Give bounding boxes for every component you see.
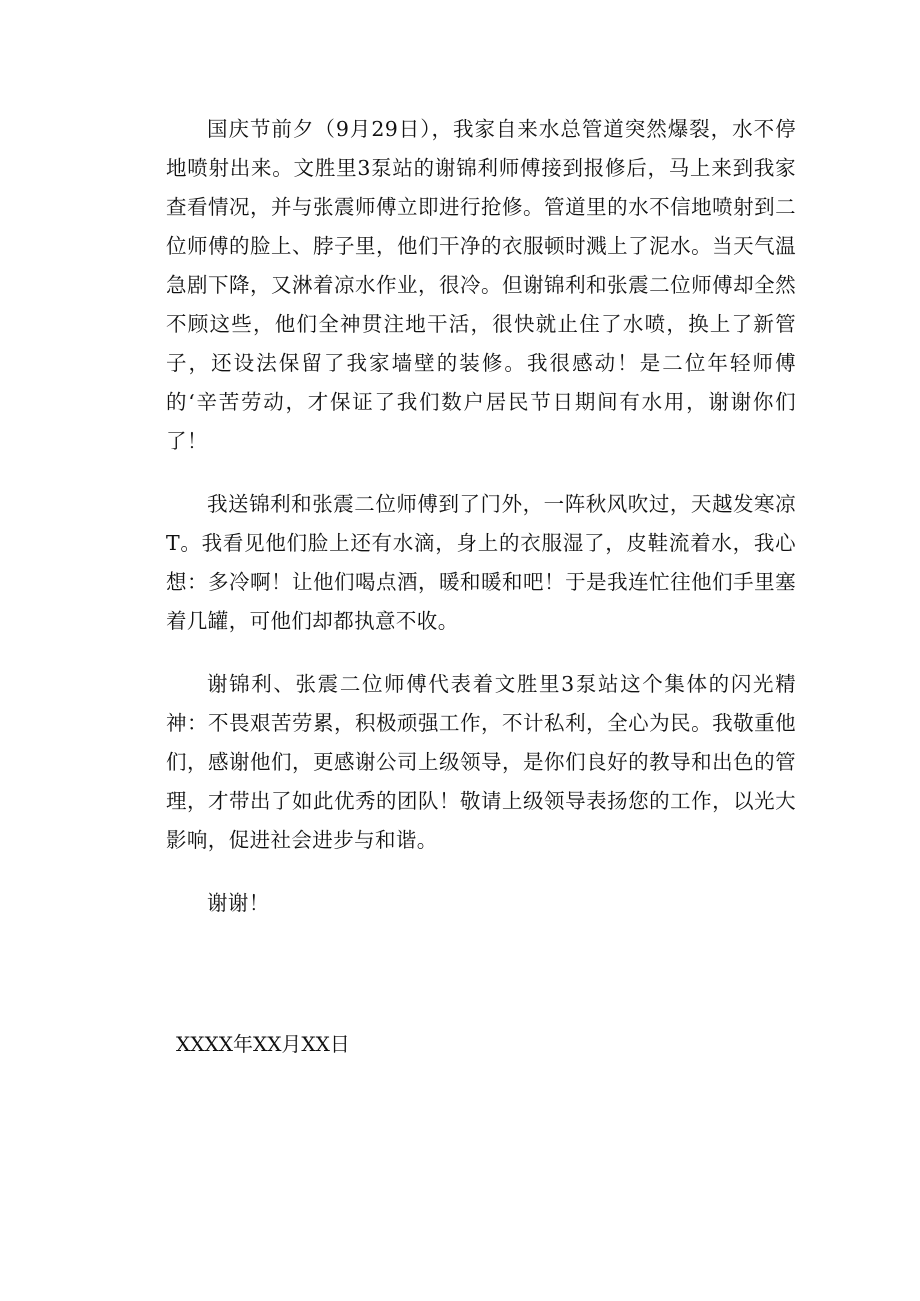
letter-date: XXXX年XX月XX日 [176,1032,350,1056]
closing-thanks: 谢谢！ [207,891,270,915]
letter-body [166,110,796,923]
paragraph-2: 我送锦利和张震二位师傅到了门外，一阵秋风吹过，天越发寒凉T。我看见他们脸上还有水滴，身上的衣服湿了，皮鞋流着水，我心想：多冷啊！让他们喝点酒，暖和暖和吧！于是我连忙往他们手里塞着几罐，可他们却都执意不收。 [166,492,796,633]
paragraph-1: 国庆节前夕（9月29日），我家自来水总管道突然爆裂，水不停地喷射出来。文胜里3泵站的谢锦利师傅接到报修后，马上来到我家查看情况，并与张震师傅立即进行抢修。管道里的水不信地喷射到二位师傅的脸上、脖子里，他们干净的衣服顿时溅上了泥水。当天气温急剧下降，又淋着凉水作业，很冷。但谢锦利和张震二位师傅却全然不顾这些，他们全神贯注地干活，很快就止住了水喷，换上了新管子，还设法保留了我家墙壁的装修。我很感动！是二位年轻师傅的‘辛苦劳动，才保证了我们数户居民节日期间有水用，谢谢你们了！ [166,117,796,453]
paragraph-3: 谢锦利、张震二位师傅代表着文胜里3泵站这个集体的闪光精神：不畏艰苦劳累，积极顽强工作，不计私利，全心为民。我敬重他们，感谢他们，更感谢公司上级领导，是你们良好的教导和出色的管理，才带出了如此优秀的团队！敬请上级领导表扬您的工作，以光大影响，促进社会进步与和谐。 [166,672,796,852]
